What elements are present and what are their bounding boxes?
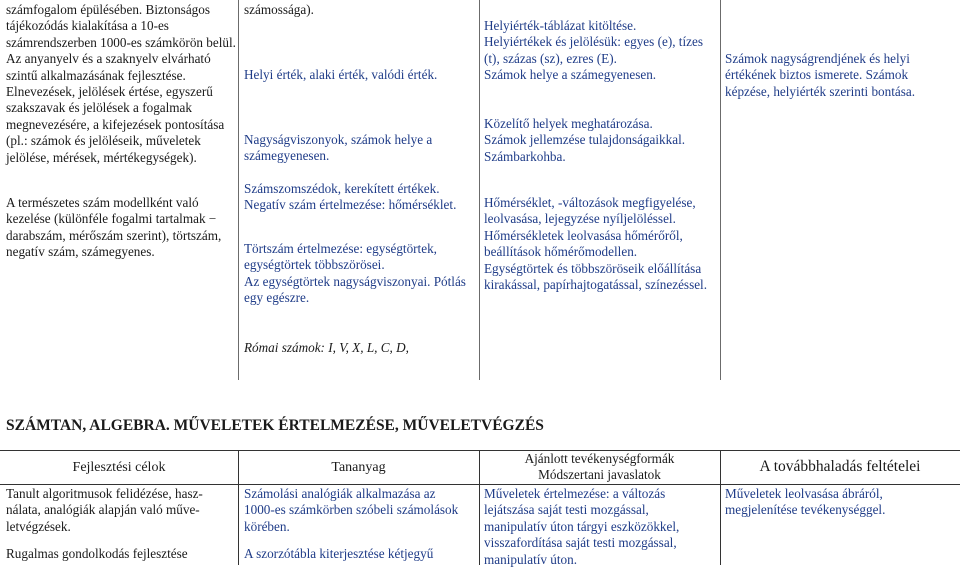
- table-header-activities: Ajánlott tevékenységformák Módszertani javaslatok: [524, 451, 675, 482]
- col1-paragraph-1: számfogalom épülésében. Biztonságos tájékozódás kialakítása a 10-es számrendszerben 1000-es számkörön belül. Az anyanyelv és a szaknyelv elvárható szintű alkalmazásának fejlesztése. Elnevezések, jelölések értése, egyszerű szakszavak és jelölések a fogalmak megnevezésére, a kifejezések pontosítása (pl.: számok és jelöléseik, műveletek jelölése, mérések, mértékegységek).: [6, 2, 236, 165]
- table-cell-curriculum-1: Számolási analógiák alkalmazása az 1000-es számkörben szóbeli számolások körében.: [244, 486, 459, 534]
- table-cell-activities: Műveletek értelmezése: a változás lejátszása saját testi mozgással, manipulatív úton tárgyi eszközökkel, visszafordítása saját testi mozgással, manipulatív úton.: [484, 486, 680, 567]
- col3-paragraph-3: Hőmérséklet, -változások megfigyelése, leolvasása, lejegyzése nyíljelöléssel. Hőmérsékletek leolvasása hőmérőről, beállítások hőmérőmodellen. Egységtörtek és többszöröseik előállítása kirakással, papírhajtogatással, színezéssel.: [484, 195, 708, 293]
- section-title: SZÁMTAN, ALGEBRA. MŰVELETEK ÉRTELMEZÉSE, MŰVELETVÉGZÉS: [6, 417, 544, 434]
- table-header-requirements: A továbbhaladás feltételei: [759, 458, 921, 475]
- table-cell-curriculum-2: A szorzótábla kiterjesztése kétjegyű: [244, 546, 434, 561]
- col2-roman-numerals: Római számok: I, V, X, L, C, D,: [244, 340, 409, 355]
- col2-paragraph-1: számossága).: [244, 2, 314, 17]
- col2-paragraph-2: Helyi érték, alaki érték, valódi érték.: [244, 67, 438, 82]
- col2-paragraph-3: Nagyságviszonyok, számok helye a számegyenesen.: [244, 132, 433, 164]
- col3-paragraph-1: Helyiérték-táblázat kitöltése. Helyiértékek és jelölésük: egyes (e), tízes (t), százas (sz), ezres (E). Számok helye a számegyenesen.: [484, 18, 703, 83]
- col1-paragraph-2: A természetes szám modellként való kezelése (különféle fogalmi tartalmak − darabszám, mérőszám szerint), törtszám, negatív szám, számegyenes.: [6, 195, 222, 260]
- column-divider-1: [238, 0, 239, 380]
- col2-paragraph-5: Törtszám értelmezése: egységtörtek, egységtörtek többszörösei. Az egységtörtek nagyságviszonyai. Pótlás egy egészre.: [244, 241, 466, 306]
- table-header-rule: [0, 484, 960, 485]
- col3-paragraph-2: Közelítő helyek meghatározása. Számok jellemzése tulajdonságaikkal. Számbarkohba.: [484, 116, 686, 164]
- table-cell-goals-1: Tanult algoritmusok felidézése, hasz- nálata, analógiák alapján való műve- letvégzések.: [6, 486, 203, 534]
- table-cell-requirements: Műveletek leolvasása ábráról, megjelenítése tevékenységgel.: [725, 486, 886, 518]
- table-header-goals: Fejlesztési célok: [72, 460, 166, 475]
- table-cell-goals-2: Rugalmas gondolkodás fejlesztése: [6, 546, 188, 561]
- table-header-curriculum: Tananyag: [331, 460, 386, 475]
- col2-paragraph-4: Számszomszédok, kerekített értékek. Negatív szám értelmezése: hőmérséklet.: [244, 181, 457, 213]
- column-divider-2: [479, 0, 480, 380]
- column-divider-3: [720, 0, 721, 380]
- col4-paragraph-1: Számok nagyságrendjének és helyi értékének biztos ismerete. Számok képzése, helyiérték szerinti bontása.: [725, 51, 916, 99]
